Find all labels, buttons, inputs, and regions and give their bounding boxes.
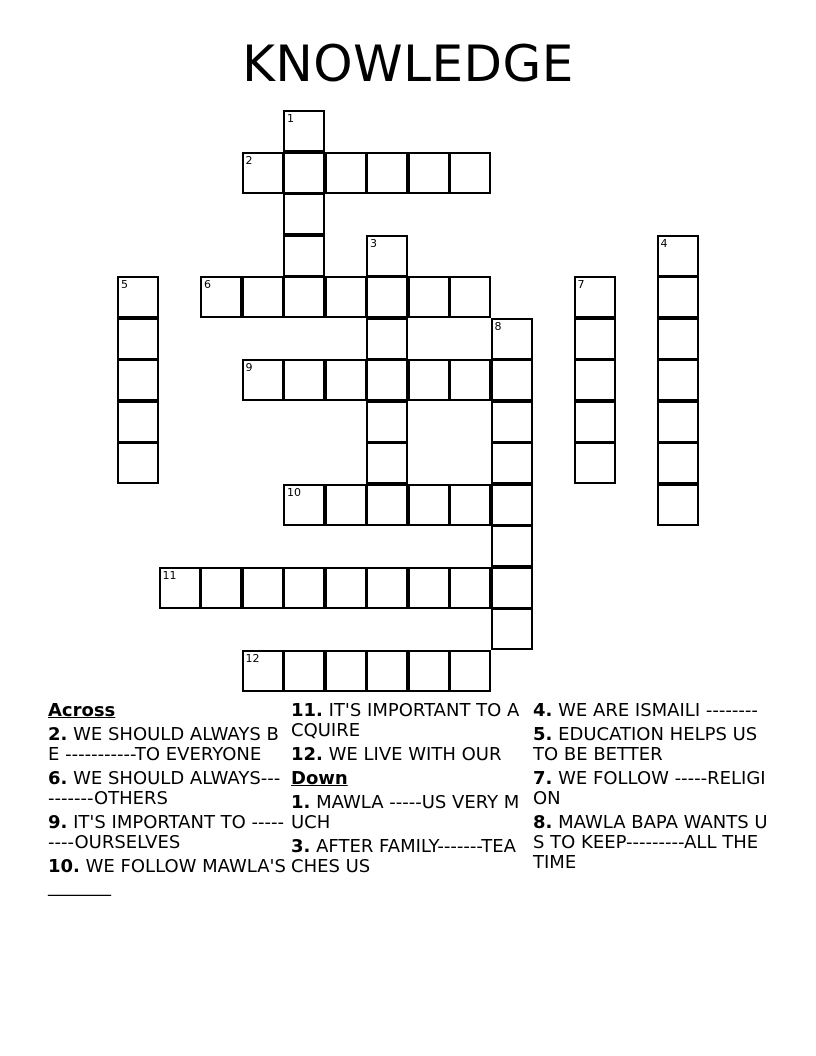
clue-item-number: 5. xyxy=(533,724,553,745)
grid-cell[interactable] xyxy=(657,401,699,443)
grid-cell[interactable] xyxy=(117,276,159,318)
clue-item-number: 10. xyxy=(48,856,80,877)
grid-cell[interactable] xyxy=(449,152,491,194)
grid-cell[interactable] xyxy=(657,359,699,401)
grid-cell[interactable] xyxy=(366,276,408,318)
grid-cell[interactable] xyxy=(283,276,325,318)
clue-item-number: 9. xyxy=(48,812,68,833)
clue-item xyxy=(533,813,773,873)
grid-cell[interactable] xyxy=(325,359,367,401)
grid-cell[interactable] xyxy=(366,650,408,692)
clue-item-number: 12. xyxy=(291,744,323,765)
clue-item xyxy=(291,701,527,741)
clue-number: 12 xyxy=(245,651,260,665)
grid-cell[interactable] xyxy=(657,276,699,318)
clue-column-1 xyxy=(48,701,286,901)
clue-item-number: 4. xyxy=(533,700,553,721)
clue-number: 11 xyxy=(162,568,177,582)
grid-cell[interactable] xyxy=(366,318,408,360)
grid-cell[interactable] xyxy=(491,359,533,401)
grid-cell[interactable] xyxy=(283,235,325,277)
clue-item-number: 11. xyxy=(291,700,323,721)
grid-cell[interactable] xyxy=(408,359,450,401)
clue-number: 1 xyxy=(287,112,294,125)
grid-cell[interactable] xyxy=(325,650,367,692)
grid-cell[interactable] xyxy=(283,152,325,194)
grid-cell[interactable] xyxy=(408,152,450,194)
clue-item-text: IT'S IMPORTANT TO ---------OURSELVES xyxy=(48,812,285,853)
grid-cell[interactable] xyxy=(657,318,699,360)
grid-cell[interactable] xyxy=(657,235,699,277)
clue-item xyxy=(291,745,527,765)
grid-cell[interactable] xyxy=(408,650,450,692)
grid-cell[interactable] xyxy=(159,567,201,609)
grid-cell[interactable] xyxy=(117,401,159,443)
clue-number: 3 xyxy=(370,236,377,250)
clue-item-text: EDUCATION HELPS US TO BE BETTER xyxy=(533,724,758,765)
clue-item-number: 2. xyxy=(48,724,68,745)
clue-item-text: WE FOLLOW -----RELIGION xyxy=(533,768,766,809)
grid-cell[interactable] xyxy=(283,110,325,152)
puzzle-title: KNOWLEDGE xyxy=(242,35,574,93)
grid-cell[interactable] xyxy=(366,567,408,609)
grid-cell[interactable] xyxy=(283,567,325,609)
grid-cell[interactable] xyxy=(449,567,491,609)
clue-item-text: IT'S IMPORTANT TO ACQUIRE xyxy=(291,700,520,741)
clue-column-3 xyxy=(533,701,773,877)
clue-item-text: WE ARE ISMAILI -------- xyxy=(558,700,758,721)
grid-cell[interactable] xyxy=(449,276,491,318)
grid-cell[interactable] xyxy=(491,318,533,360)
clue-number: 6 xyxy=(204,278,211,291)
clue-item xyxy=(48,769,286,809)
grid-cell[interactable] xyxy=(283,484,325,526)
down-heading: Down xyxy=(291,768,348,789)
clue-item-text: WE LIVE WITH OUR xyxy=(328,744,502,765)
clue-item-number: 1. xyxy=(291,792,311,813)
grid-cell[interactable] xyxy=(491,401,533,443)
grid-cell[interactable] xyxy=(117,359,159,401)
grid-cell[interactable] xyxy=(449,484,491,526)
clue-number: 9 xyxy=(245,361,253,374)
grid-cell[interactable] xyxy=(657,442,699,484)
clue-item xyxy=(533,769,773,809)
grid-cell[interactable] xyxy=(408,484,450,526)
grid-cell[interactable] xyxy=(491,608,533,650)
grid-cell[interactable] xyxy=(491,484,533,526)
across-heading: Across xyxy=(48,700,116,721)
clue-item xyxy=(48,857,286,897)
grid-cell[interactable] xyxy=(242,567,284,609)
grid-cell[interactable] xyxy=(657,484,699,526)
grid-cell[interactable] xyxy=(117,318,159,360)
grid-cell[interactable] xyxy=(574,318,616,360)
clue-item xyxy=(533,725,773,765)
grid-cell[interactable] xyxy=(242,276,284,318)
grid-cell[interactable] xyxy=(491,525,533,567)
grid-cell[interactable] xyxy=(283,359,325,401)
grid-cell[interactable] xyxy=(491,567,533,609)
clue-number: 5 xyxy=(121,278,128,291)
clue-number: 2 xyxy=(245,153,253,167)
grid-cell[interactable] xyxy=(366,359,408,401)
clue-number: 10 xyxy=(287,485,301,499)
grid-cell[interactable] xyxy=(366,235,408,277)
clue-item-number: 7. xyxy=(533,768,553,789)
grid-cell[interactable] xyxy=(491,442,533,484)
clue-item xyxy=(48,813,286,853)
grid-cell[interactable] xyxy=(242,359,284,401)
clue-item-number: 6. xyxy=(48,768,68,789)
grid-cell[interactable] xyxy=(200,276,242,318)
grid-cell[interactable] xyxy=(574,442,616,484)
grid-cell[interactable] xyxy=(366,442,408,484)
grid-cell[interactable] xyxy=(408,276,450,318)
grid-cell[interactable] xyxy=(325,484,367,526)
clue-number: 7 xyxy=(577,278,585,291)
grid-cell[interactable] xyxy=(366,152,408,194)
clue-item-text: AFTER FAMILY-------TEACHES US xyxy=(291,836,516,877)
grid-cell[interactable] xyxy=(574,359,616,401)
grid-cell[interactable] xyxy=(283,650,325,692)
clue-item-text: MAWLA BAPA WANTS US TO KEEP---------ALL THE TIME xyxy=(533,812,768,873)
clue-item xyxy=(291,837,527,877)
clue-item xyxy=(533,701,773,721)
clue-item-text: WE SHOULD ALWAYS BE -----------TO EVERYONE xyxy=(48,724,279,765)
grid-cell[interactable] xyxy=(242,650,284,692)
clue-item-text: MAWLA -----US VERY MUCH xyxy=(291,792,520,833)
grid-cell[interactable] xyxy=(449,650,491,692)
grid-cell[interactable] xyxy=(325,567,367,609)
grid-cell[interactable] xyxy=(283,193,325,235)
clue-item-number: 3. xyxy=(291,836,311,857)
grid-cell[interactable] xyxy=(200,567,242,609)
clue-item-text: WE FOLLOW MAWLA'S _______ xyxy=(48,856,286,897)
clue-number: 8 xyxy=(494,319,502,333)
grid-cell[interactable] xyxy=(574,276,616,318)
clue-item xyxy=(48,725,286,765)
grid-cell[interactable] xyxy=(574,401,616,443)
grid-cell[interactable] xyxy=(366,484,408,526)
grid-cell[interactable] xyxy=(408,567,450,609)
grid-cell[interactable] xyxy=(325,276,367,318)
grid-cell[interactable] xyxy=(325,152,367,194)
grid-cell[interactable] xyxy=(449,359,491,401)
clue-item xyxy=(291,793,527,833)
grid-cell[interactable] xyxy=(242,152,284,194)
clue-number: 4 xyxy=(660,236,668,250)
clue-item-text: WE SHOULD ALWAYS----------OTHERS xyxy=(48,768,281,809)
clue-item-number: 8. xyxy=(533,812,553,833)
grid-cell[interactable] xyxy=(366,401,408,443)
clue-column-2 xyxy=(291,701,527,881)
grid-cell[interactable] xyxy=(117,442,159,484)
